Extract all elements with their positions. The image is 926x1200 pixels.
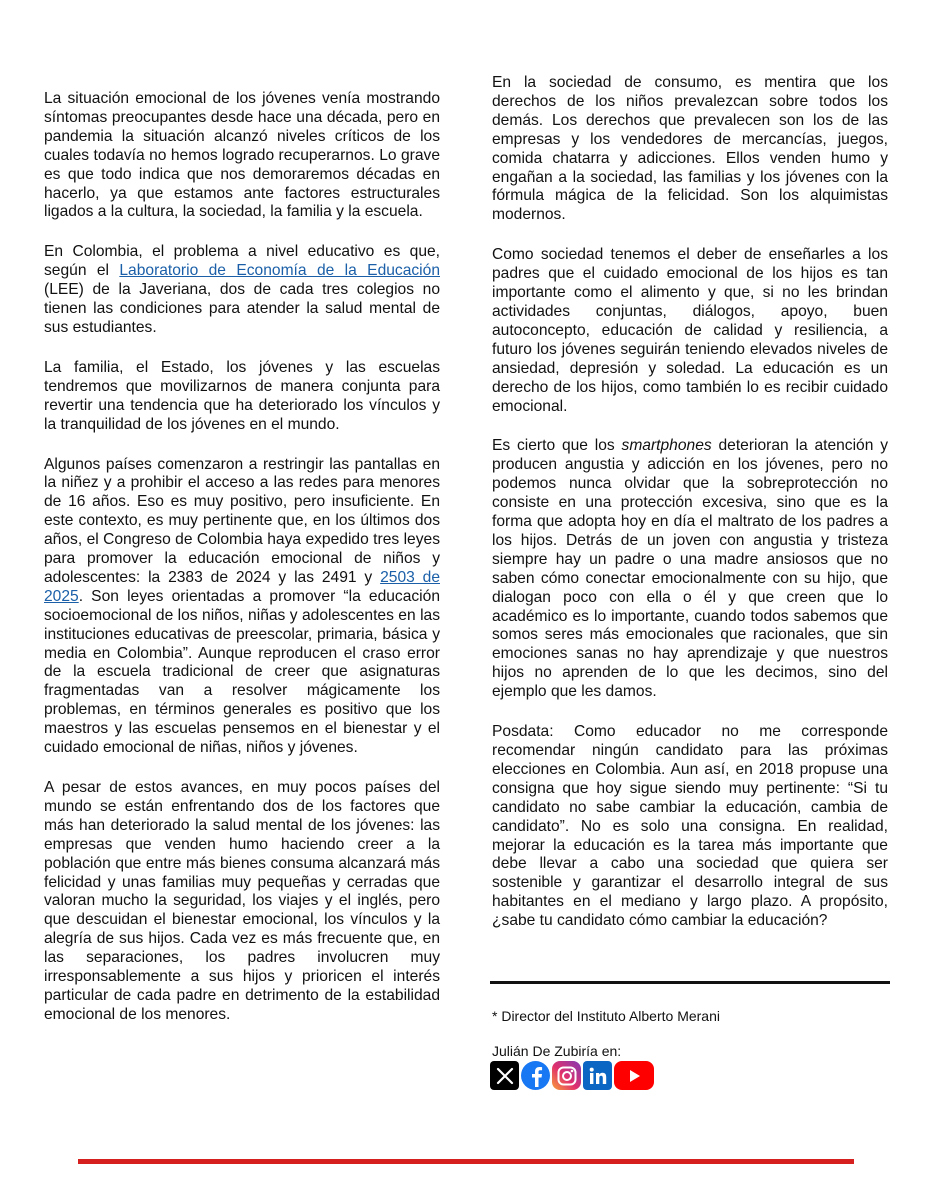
- right-paragraph-2: Como sociedad tenemos el deber de enseñarles a los padres que el cuidado emocional de los hijos es tan importante como el alimento y que, si no les brindan actividades conjuntas, diálogos, apoyo, buen autoconcepto, educación de calidad y resiliencia, a futuro los jóvenes seguirán teniendo elevados niveles de ansiedad, depresión y soledad. La educación es un derecho de los hijos, como también lo es recibir cuidado emocional.: [492, 246, 888, 415]
- footer-divider: [490, 981, 890, 984]
- left-paragraph-2-text-a: En Colombia, el problema a nivel educativo es que, según el: [44, 243, 440, 280]
- right-paragraph-4: Posdata: Como educador no me corresponde recomendar ningún candidato para las próximas elecciones en Colombia. Aun así, en 2018 propuse una consigna que hoy sigue siendo muy pertinente: “Si tu candidato no sabe cambiar la educación, cambia de candidato”. No es solo una consigna. En realidad, mejorar la educación es la tarea más importante que debe llevar a cabo una sociedad que quiera ser sostenible y garantizar el desarrollo integral de sus habitantes en el mediano y largo plazo. A propósito, ¿sabe tu candidato cómo cambiar la educación?: [492, 723, 888, 930]
- lee-link[interactable]: Laboratorio de Economía de la Educación: [119, 262, 440, 280]
- social-label: Julián De Zubiría en:: [492, 1043, 622, 1059]
- youtube-icon[interactable]: [614, 1061, 654, 1090]
- page-bottom-rule: [78, 1159, 854, 1164]
- x-icon[interactable]: [490, 1061, 519, 1090]
- instagram-icon[interactable]: [552, 1061, 581, 1090]
- left-column: [44, 90, 440, 1046]
- left-paragraph-4-text-a: Algunos países comenzaron a restringir las pantallas en la niñez y a prohibir el acceso a las redes para menores de 16 años. Eso es muy positivo, pero insuficiente. En este contexto, es muy pertinente que, en los últimos dos años, el Congreso de Colombia haya expedido tres leyes para promover la educación emocional de niños y adolescentes: la 2383 de 2024 y las 2491 y: [44, 455, 440, 586]
- right-paragraph-3-text-b: deterioran la atención y producen angustia y adicción en los jóvenes, pero no podemos nunca olvidar que la sobreprotección no consiste en una protección excesiva, sino que es la forma que adopta hoy en día el maltrato de los padres a los hijos. Detrás de un joven con angustia y tristeza siempre hay un padre o una madre ansiosos que no saben cómo conectar emocionalmente con su hijo, que dialogan poco con ella o él y que creen que lo académico es lo importante, cuando todos sabemos que somos seres más emocionales que racionales, que sin emociones sanas no hay aprendizaje y que nuestros hijos no aprenden de lo que les decimos, sino del ejemplo que les damos.: [492, 437, 888, 701]
- right-paragraph-3: [492, 437, 888, 702]
- left-paragraph-4-text-b: . Son leyes orientadas a promover “la educación socioemocional de los niños, niñas y adolescentes en las instituciones educativas de preescolar, primaria, básica y media en Colombia”. Aunque reproducen el craso error de la escuela tradicional de creer que asignaturas fragmentadas van a resolver mágicamente los problemas, en términos generales es positivo que los maestros y las escuelas pensemos en el bienestar y el cuidado emocional de niñas, niños y jóvenes.: [44, 587, 440, 757]
- left-paragraph-2-text-b: (LEE) de la Javeriana, dos de cada tres colegios no tienen las condiciones para atender la salud mental de sus estudiantes.: [44, 281, 440, 336]
- right-column: [492, 74, 888, 952]
- facebook-icon[interactable]: [521, 1061, 550, 1090]
- smartphones-emphasis: smartphones: [621, 437, 712, 455]
- left-paragraph-3: La familia, el Estado, los jóvenes y las escuelas tendremos que movilizarnos de manera conjunta para revertir una tendencia que ha deteriorado los vínculos y la tranquilidad de los jóvenes en el mundo.: [44, 358, 440, 433]
- right-paragraph-1: En la sociedad de consumo, es mentira que los derechos de los niños prevalezcan sobre todos los demás. Los derechos que prevalecen son los de las empresas y los vendedores de mercancías, juegos, comida chatarra y adicciones. Ellos venden humo y engañan a la sociedad, las familias y los jóvenes con la fórmula mágica de la felicidad. Son los alquimistas modernos.: [492, 74, 888, 224]
- linkedin-icon[interactable]: [583, 1061, 612, 1090]
- author-footnote: * Director del Instituto Alberto Merani: [492, 1008, 720, 1024]
- left-paragraph-4: [44, 456, 440, 759]
- left-paragraph-5: A pesar de estos avances, en muy pocos países del mundo se están enfrentando dos de los factores que más han deteriorado la salud mental de los jóvenes: las empresas que venden humo haciendo creer a la población que entre más bienes consuma alcanzará más felicidad y unas familias muy pequeñas y cerradas que valoran mucho la seguridad, los viajes y el inglés, pero que descuidan el bienestar emocional, los vínculos y la alegría de sus hijos. Cada vez es más frecuente que, en las separaciones, los padres involucren muy irresponsablemente a sus hijos y prioricen el interés particular de cada padre en detrimento de la estabilidad emocional de los menores.: [44, 779, 440, 1023]
- law-2503-link[interactable]: 2503 de 2025: [44, 568, 440, 605]
- left-paragraph-1: La situación emocional de los jóvenes venía mostrando síntomas preocupantes desde hace una década, pero en pandemia la situación alcanzó niveles críticos de los cuales todavía no hemos logrado recuperarnos. Lo grave es que todo indica que nos demoraremos décadas en hacerlo, ya que estamos ante factores estructurales ligados a la cultura, la sociedad, la familia y la escuela.: [44, 90, 440, 221]
- right-paragraph-3-text-a: Es cierto que los: [492, 437, 622, 455]
- left-paragraph-2: [44, 243, 440, 338]
- social-icons: [490, 1061, 654, 1090]
